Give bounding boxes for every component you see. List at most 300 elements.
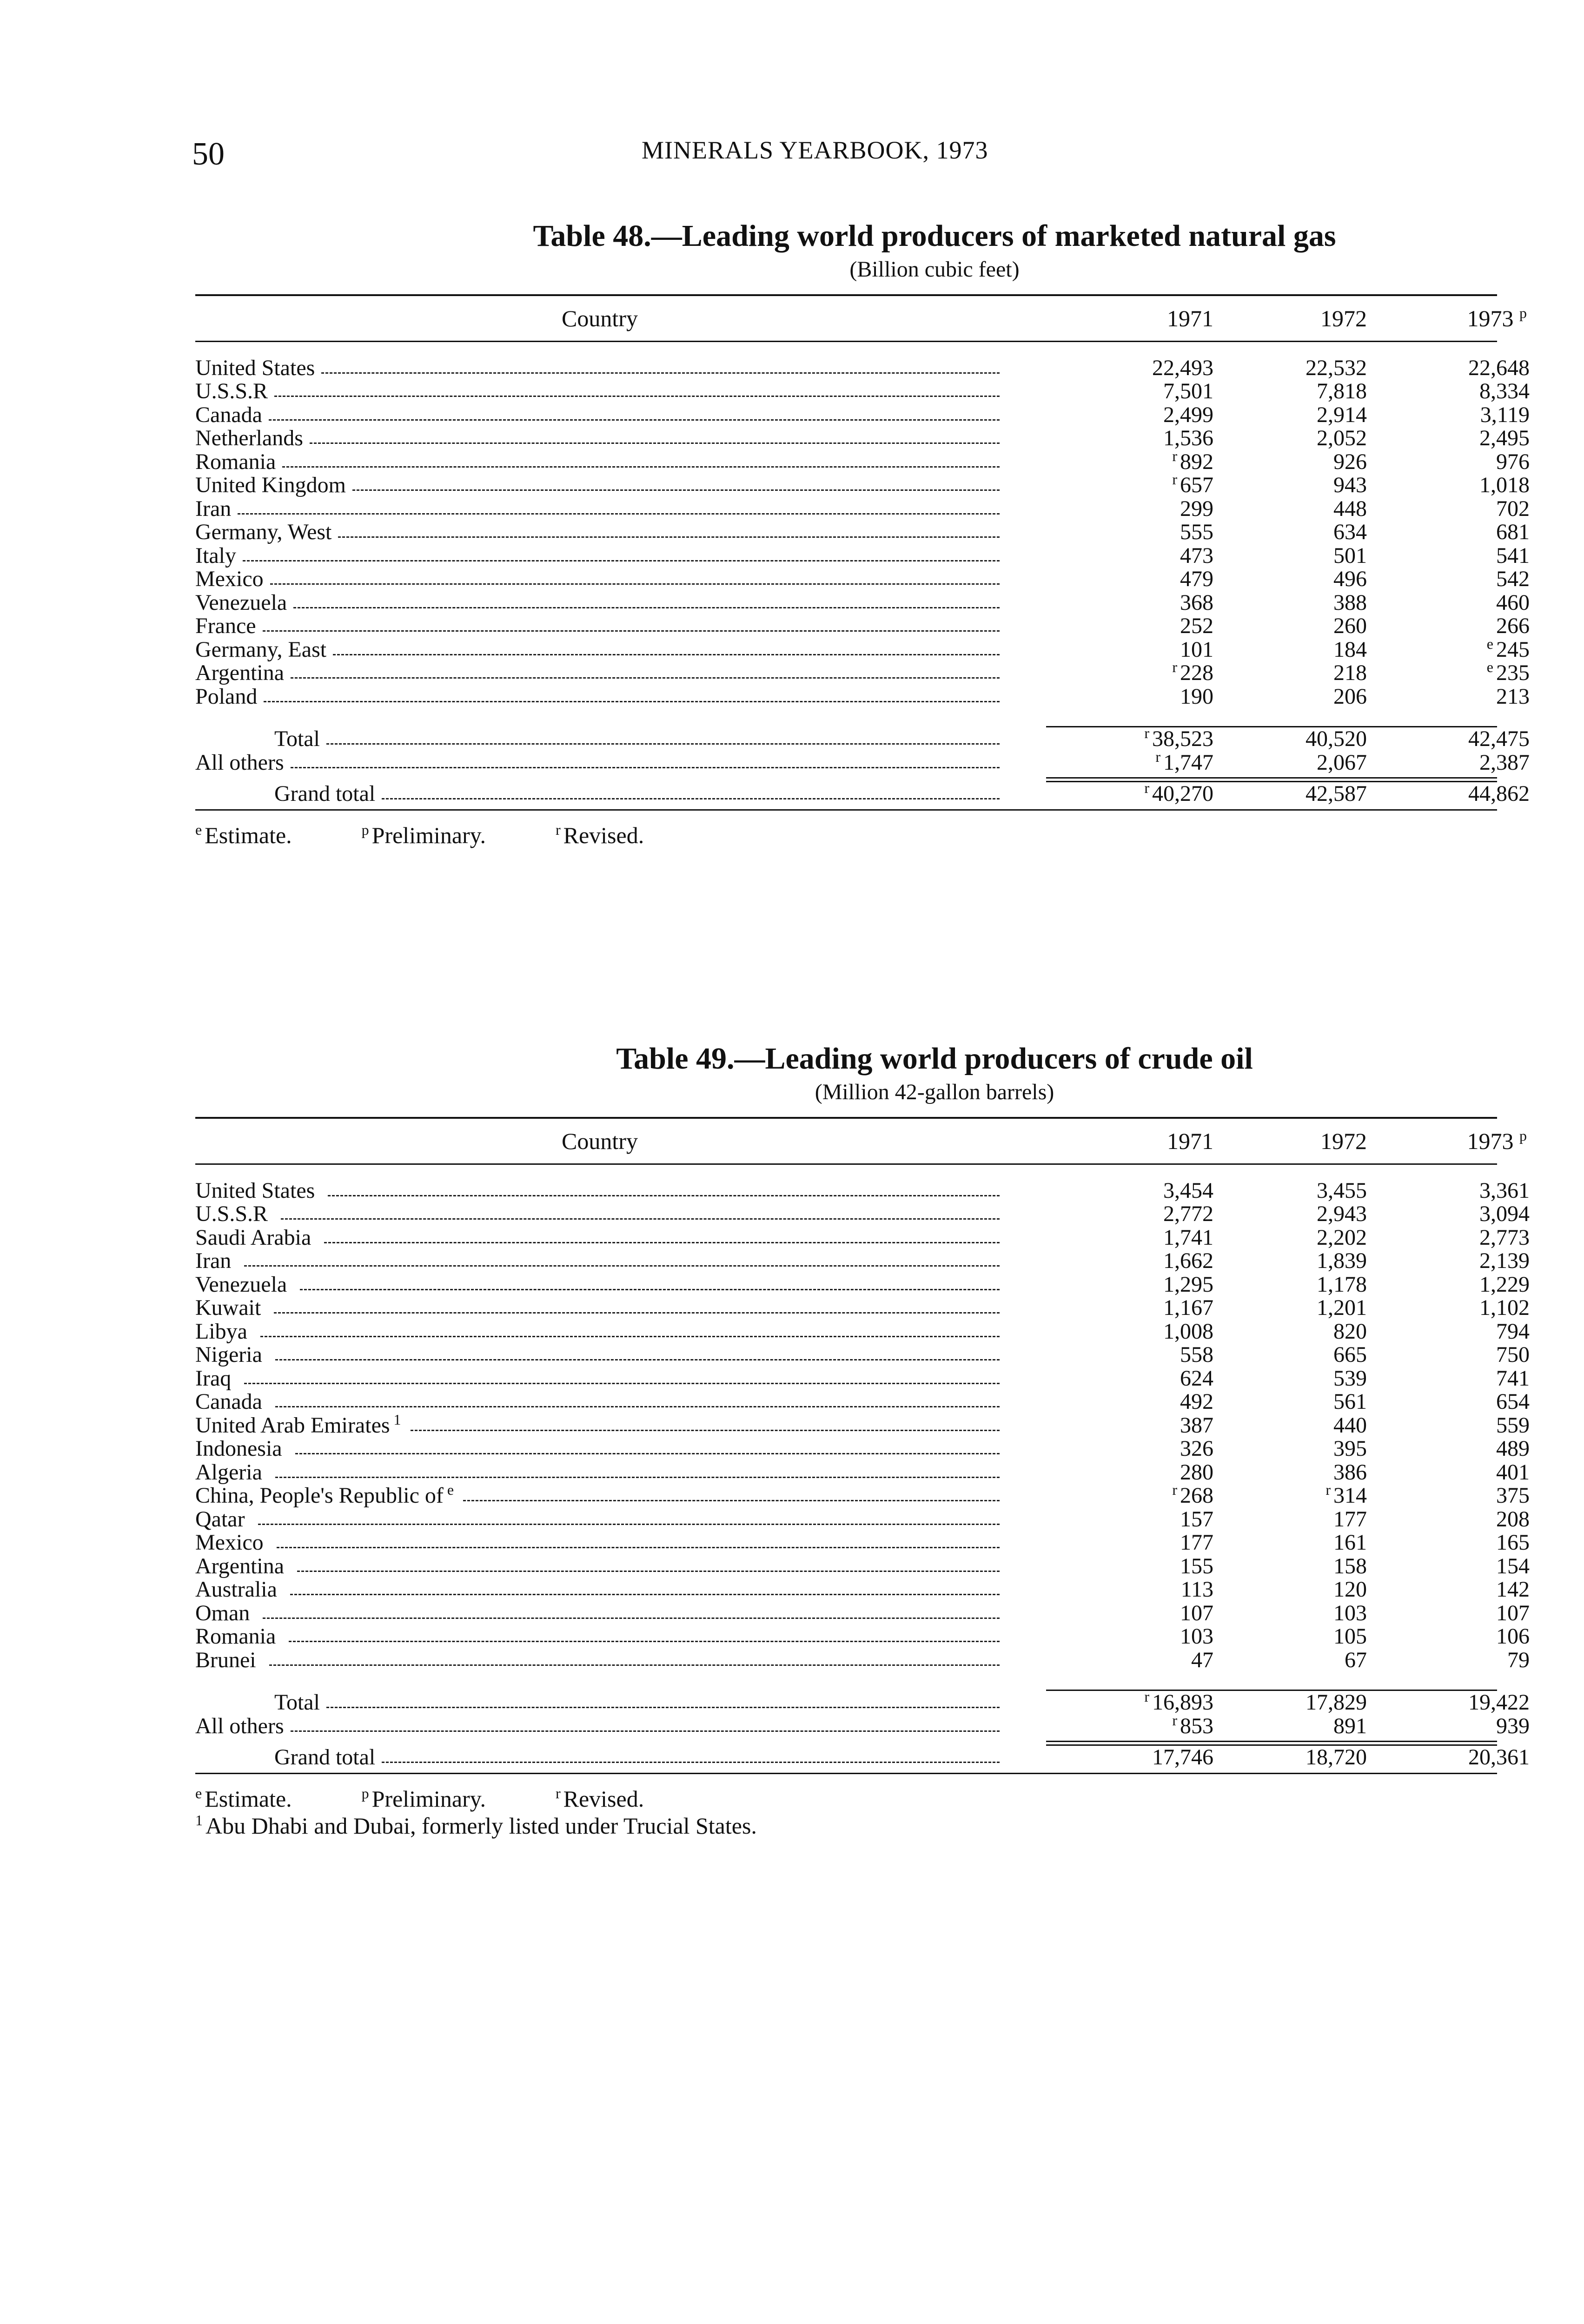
cell-1973 xyxy=(1376,1295,1530,1320)
country-name xyxy=(195,425,310,451)
leader-dots xyxy=(270,583,1000,585)
cell-1971 xyxy=(1004,449,1223,475)
country-text: Italy xyxy=(195,543,236,568)
table-row xyxy=(195,520,1530,545)
cell-value: 1,167 xyxy=(1163,1295,1213,1320)
cell-1972 xyxy=(1223,1624,1376,1649)
cell-value: 16,893 xyxy=(1152,1690,1213,1715)
cell-value: 665 xyxy=(1333,1342,1367,1367)
footnote-mark xyxy=(276,1624,282,1639)
cell-1973 xyxy=(1376,1600,1530,1626)
footnote-mark: e xyxy=(195,821,202,838)
cell-value: 184 xyxy=(1333,637,1367,662)
cell-1971 xyxy=(1004,1690,1223,1715)
column-header-1973: 1973 $^p$ xyxy=(1467,304,1527,331)
cell-1972 xyxy=(1223,684,1376,709)
cell-value: 1,018 xyxy=(1479,473,1530,498)
cell-value: 702 xyxy=(1496,496,1530,521)
footnote-mark xyxy=(315,1178,321,1193)
footnote xyxy=(195,822,292,849)
country-name xyxy=(195,1178,328,1203)
cell-value: 155 xyxy=(1180,1553,1213,1578)
cell-value: 750 xyxy=(1496,1342,1530,1367)
row-label xyxy=(195,1248,1004,1274)
cell-value: 2,139 xyxy=(1479,1248,1530,1274)
cell-1971 xyxy=(1004,613,1223,639)
country-name xyxy=(195,543,243,568)
country-name xyxy=(195,1744,382,1770)
cell-value: 154 xyxy=(1496,1553,1530,1578)
country-name xyxy=(195,472,352,498)
cell-1971 xyxy=(1004,1600,1223,1626)
cell-1971 xyxy=(1004,543,1223,568)
cell-1971 xyxy=(1004,355,1223,381)
row-label xyxy=(195,1690,1004,1715)
cell-1971 xyxy=(1004,1319,1223,1344)
cell-1973 xyxy=(1376,543,1530,568)
cell-value: 926 xyxy=(1333,449,1367,474)
footnote-mark xyxy=(284,1553,291,1569)
cell-value: 976 xyxy=(1496,449,1530,474)
leader-dots xyxy=(324,1242,1000,1243)
country-text: Germany, West xyxy=(195,520,332,545)
country-name xyxy=(195,726,326,752)
cell-value: 654 xyxy=(1496,1389,1530,1414)
bottom-rule xyxy=(195,809,1497,811)
cell-value: 158 xyxy=(1333,1553,1367,1578)
table-body xyxy=(195,342,1530,709)
cell-1973 xyxy=(1376,355,1530,381)
cell-value: 1,662 xyxy=(1163,1248,1213,1274)
country-text: Iran xyxy=(195,1248,232,1274)
cell-value: 542 xyxy=(1496,567,1530,592)
cell-value: 492 xyxy=(1180,1389,1213,1414)
footnote-mark xyxy=(277,1577,284,1592)
cell-value: 820 xyxy=(1333,1319,1367,1344)
table-49 xyxy=(195,1041,1530,1839)
cell-1973 xyxy=(1376,449,1530,475)
cell-1972 xyxy=(1223,1178,1376,1203)
row-label xyxy=(195,1553,1004,1579)
cell-1973 xyxy=(1376,1624,1530,1649)
row-label xyxy=(195,1530,1004,1555)
cell-1971 xyxy=(1004,1248,1223,1274)
country-text: All others xyxy=(195,750,284,775)
country-name xyxy=(195,637,333,662)
cell-value: 440 xyxy=(1333,1413,1367,1438)
cell-1972 xyxy=(1223,1483,1376,1508)
cell-1971 xyxy=(1004,519,1223,545)
cell-value: 18,720 xyxy=(1306,1745,1367,1770)
cell-value: 489 xyxy=(1496,1436,1530,1461)
grand-total-row xyxy=(195,1745,1530,1770)
table-unit: (Million 42-gallon barrels) xyxy=(815,1080,1054,1104)
row-label xyxy=(195,750,1004,775)
cell-1971 xyxy=(1004,1647,1223,1673)
table-row xyxy=(195,1248,1530,1274)
cell-value: 2,943 xyxy=(1317,1202,1367,1227)
row-label xyxy=(195,1342,1004,1367)
cell-value: 2,495 xyxy=(1479,426,1530,451)
country-name xyxy=(195,1342,275,1367)
country-name xyxy=(195,1624,289,1649)
cell-value: 206 xyxy=(1333,684,1367,709)
bottom-rule xyxy=(195,1773,1497,1774)
table-row xyxy=(195,1459,1530,1485)
cell-value: 853 xyxy=(1180,1713,1213,1738)
country-name xyxy=(195,355,321,381)
leader-dots xyxy=(300,1289,1000,1290)
cell-value: 496 xyxy=(1333,567,1367,592)
revision-mark: r xyxy=(1144,779,1149,797)
cell-1972 xyxy=(1223,402,1376,428)
cell-value: 260 xyxy=(1333,614,1367,639)
cell-value: 2,499 xyxy=(1163,402,1213,427)
table-summary xyxy=(195,1688,1530,1770)
cell-value: 252 xyxy=(1180,614,1213,639)
footnote-mark: r xyxy=(555,821,561,838)
cell-1973 xyxy=(1376,1459,1530,1485)
leader-dots xyxy=(291,677,1000,679)
cell-1972 xyxy=(1223,781,1376,806)
country-text: Iraq xyxy=(195,1366,232,1391)
cell-1971 xyxy=(1004,1366,1223,1391)
revision-mark: r xyxy=(1172,471,1177,488)
cell-1973 xyxy=(1376,1506,1530,1532)
cell-value: 892 xyxy=(1180,449,1213,474)
leader-dots xyxy=(243,560,1000,561)
cell-value: 375 xyxy=(1496,1483,1530,1508)
row-label xyxy=(195,1459,1004,1485)
table-row xyxy=(195,1647,1530,1672)
cell-value: 559 xyxy=(1496,1413,1530,1438)
cell-value: 939 xyxy=(1496,1713,1530,1738)
leader-dots xyxy=(258,1524,1000,1525)
footnotes xyxy=(195,822,1497,849)
footnote-mark: e xyxy=(447,1483,454,1499)
cell-1973 xyxy=(1376,1647,1530,1673)
cell-1973 xyxy=(1376,1413,1530,1438)
row-label xyxy=(195,1201,1004,1227)
cell-value: 40,520 xyxy=(1306,726,1367,752)
leader-dots xyxy=(352,489,1000,491)
leader-dots xyxy=(290,1594,1000,1595)
cell-1973 xyxy=(1376,496,1530,522)
country-name xyxy=(195,378,274,404)
row-label xyxy=(195,1295,1004,1320)
cell-value: 218 xyxy=(1333,660,1367,686)
cell-value: 624 xyxy=(1180,1366,1213,1391)
cell-1972 xyxy=(1223,1319,1376,1344)
table-row xyxy=(195,1553,1530,1578)
footnote-mark: p xyxy=(361,1785,369,1802)
column-header-country: Country xyxy=(562,305,638,331)
country-text: United States xyxy=(195,355,315,380)
cell-1972 xyxy=(1223,449,1376,475)
footnote-1: $^1$ Abu Dhabi and Dubai, formerly listed under Trucial States. xyxy=(195,1812,757,1839)
cell-1972 xyxy=(1223,496,1376,522)
cell-1973 xyxy=(1376,1178,1530,1203)
running-head: MINERALS YEARBOOK, 1973 xyxy=(642,136,988,164)
cell-1972 xyxy=(1223,1600,1376,1626)
footnote-mark xyxy=(268,1201,274,1216)
cell-1971 xyxy=(1004,1577,1223,1602)
cell-value: 3,455 xyxy=(1317,1178,1367,1203)
cell-1971 xyxy=(1004,1624,1223,1649)
cell-1973 xyxy=(1376,684,1530,709)
cell-value: 103 xyxy=(1180,1624,1213,1649)
cell-1973 xyxy=(1376,1436,1530,1461)
table-row xyxy=(195,1202,1530,1227)
country-name xyxy=(195,1530,277,1555)
country-text: Grand total xyxy=(274,781,376,806)
country-name xyxy=(195,781,382,806)
footnote xyxy=(362,822,486,849)
footnote xyxy=(195,1785,292,1812)
footnote xyxy=(556,822,644,849)
cell-value: 1,229 xyxy=(1479,1272,1530,1297)
cell-1973 xyxy=(1376,1342,1530,1367)
cell-value: 1,102 xyxy=(1479,1295,1530,1320)
cell-1973 xyxy=(1376,1201,1530,1227)
column-header-1973: 1973 $^p$ xyxy=(1467,1127,1527,1154)
cell-value: 2,773 xyxy=(1479,1225,1530,1250)
cell-1972 xyxy=(1223,566,1376,592)
column-header-1971: 1971 xyxy=(1167,1128,1213,1154)
cell-1972 xyxy=(1223,1530,1376,1555)
footnote-text: Preliminary. xyxy=(371,1786,486,1812)
leader-dots xyxy=(244,1383,1000,1384)
table-row xyxy=(195,1600,1530,1625)
cell-value: 17,746 xyxy=(1152,1745,1213,1770)
cell-value: 2,772 xyxy=(1163,1202,1213,1227)
cell-1972 xyxy=(1223,750,1376,775)
cell-value: 208 xyxy=(1496,1506,1530,1532)
leader-dots xyxy=(282,466,1000,468)
country-text: Germany, East xyxy=(195,637,327,662)
leader-dots xyxy=(291,1730,1000,1732)
table-row xyxy=(195,1506,1530,1532)
country-text: China, People's Republic of xyxy=(195,1483,444,1508)
cell-value: 386 xyxy=(1333,1459,1367,1485)
cell-value: 1,178 xyxy=(1317,1272,1367,1297)
cell-1973 xyxy=(1376,590,1530,615)
cell-1971 xyxy=(1004,402,1223,428)
row-label xyxy=(195,1225,1004,1250)
revision-mark: e xyxy=(1486,635,1493,652)
table-row xyxy=(195,1624,1530,1649)
cell-1973 xyxy=(1376,1225,1530,1250)
column-header-1972: 1972 xyxy=(1320,305,1367,331)
cell-value: 266 xyxy=(1496,614,1530,639)
cell-1973 xyxy=(1376,519,1530,545)
leader-dots xyxy=(328,1195,1000,1196)
leader-dots xyxy=(338,536,1000,538)
cell-value: 561 xyxy=(1333,1389,1367,1414)
leader-dots xyxy=(382,1762,1000,1763)
cell-1971 xyxy=(1004,1530,1223,1555)
cell-value: 213 xyxy=(1496,684,1530,709)
row-label xyxy=(195,1744,1004,1770)
country-name xyxy=(195,684,264,709)
row-label xyxy=(195,684,1004,709)
country-text: Nigeria xyxy=(195,1342,262,1367)
row-label xyxy=(195,660,1004,686)
cell-value: 794 xyxy=(1496,1319,1530,1344)
cell-1973 xyxy=(1376,1248,1530,1274)
cell-1972 xyxy=(1223,1577,1376,1602)
row-label xyxy=(195,781,1004,806)
footnote-mark xyxy=(231,1248,238,1263)
column-header-1971: 1971 xyxy=(1167,305,1213,331)
cell-value: 501 xyxy=(1333,543,1367,568)
table-header-row xyxy=(195,1119,1527,1163)
cell-value: 165 xyxy=(1496,1530,1530,1555)
country-text: All others xyxy=(195,1713,284,1738)
footnotes xyxy=(195,1785,1497,1812)
leader-dots xyxy=(293,607,1000,608)
cell-1973 xyxy=(1376,1483,1530,1508)
country-text: France xyxy=(195,614,256,639)
country-name xyxy=(195,1713,291,1739)
country-name xyxy=(195,1319,260,1344)
footnote-mark xyxy=(311,1225,318,1240)
cell-1973 xyxy=(1376,1744,1530,1770)
cell-1972 xyxy=(1223,660,1376,686)
footnote-mark xyxy=(262,1342,269,1357)
country-text: Oman xyxy=(195,1600,250,1625)
cell-value: 106 xyxy=(1496,1624,1530,1649)
table-summary xyxy=(195,725,1530,806)
country-name xyxy=(195,660,291,686)
cell-1973 xyxy=(1376,402,1530,428)
cell-1973 xyxy=(1376,781,1530,806)
leader-dots xyxy=(321,372,1000,374)
cell-value: 891 xyxy=(1333,1713,1367,1738)
footnote-mark xyxy=(250,1600,256,1616)
country-name xyxy=(195,613,263,639)
table-row xyxy=(195,543,1530,568)
cell-value: 177 xyxy=(1333,1506,1367,1532)
cell-value: 395 xyxy=(1333,1436,1367,1461)
cell-1971 xyxy=(1004,637,1223,662)
country-text: Mexico xyxy=(195,567,264,592)
footnote-mark xyxy=(282,1436,289,1451)
footnote-text: Estimate. xyxy=(205,822,292,848)
cell-value: 541 xyxy=(1496,543,1530,568)
cell-1973 xyxy=(1376,472,1530,498)
row-label xyxy=(195,1436,1004,1461)
country-name xyxy=(195,402,269,428)
country-text: Canada xyxy=(195,1389,262,1414)
leader-dots xyxy=(274,1312,1000,1314)
leader-dots xyxy=(289,1641,1000,1642)
cell-1971 xyxy=(1004,1342,1223,1367)
table-row xyxy=(195,1295,1530,1320)
cell-value: 245 xyxy=(1496,637,1530,662)
row-label xyxy=(195,402,1004,428)
row-label xyxy=(195,1577,1004,1602)
table-row xyxy=(195,1389,1530,1414)
footnote-mark xyxy=(262,1459,269,1475)
cell-value: 157 xyxy=(1180,1506,1213,1532)
row-label xyxy=(195,543,1004,568)
cell-value: 1,201 xyxy=(1317,1295,1367,1320)
cell-1973 xyxy=(1376,1530,1530,1555)
country-text: U.S.S.R xyxy=(195,1202,268,1227)
country-name xyxy=(195,1577,290,1602)
table-row xyxy=(195,496,1530,521)
table-row xyxy=(195,355,1530,380)
cell-value: 2,067 xyxy=(1317,750,1367,775)
cell-1972 xyxy=(1223,1366,1376,1391)
cell-1973 xyxy=(1376,1319,1530,1344)
cell-1971 xyxy=(1004,590,1223,615)
cell-value: 17,829 xyxy=(1306,1690,1367,1715)
leader-dots xyxy=(463,1500,1000,1501)
column-header-country: Country xyxy=(562,1128,638,1154)
cell-value: 120 xyxy=(1333,1577,1367,1602)
cell-1972 xyxy=(1223,378,1376,404)
row-label xyxy=(195,726,1004,752)
table-row xyxy=(195,1225,1530,1250)
revision-mark: r xyxy=(1172,1481,1177,1499)
country-text: Venezuela xyxy=(195,1272,287,1297)
country-text: Romania xyxy=(195,449,276,474)
cell-1972 xyxy=(1223,1553,1376,1579)
leader-dots xyxy=(382,798,1000,799)
country-text: Mexico xyxy=(195,1530,264,1555)
cell-1972 xyxy=(1223,637,1376,662)
row-label xyxy=(195,1713,1004,1739)
cell-1971 xyxy=(1004,1436,1223,1461)
cell-value: 1,747 xyxy=(1163,750,1213,775)
row-label xyxy=(195,1319,1004,1344)
sum-rule xyxy=(195,777,1497,779)
cell-value: 368 xyxy=(1180,590,1213,615)
cell-value: 2,914 xyxy=(1317,402,1367,427)
cell-1973 xyxy=(1376,1389,1530,1414)
cell-1971 xyxy=(1004,781,1223,806)
row-label xyxy=(195,1506,1004,1532)
country-text: Romania xyxy=(195,1624,276,1649)
row-label xyxy=(195,1647,1004,1673)
leader-dots xyxy=(411,1430,1000,1431)
country-name xyxy=(195,1647,269,1673)
cell-1972 xyxy=(1223,543,1376,568)
cell-value: 2,052 xyxy=(1317,426,1367,451)
country-text: Brunei xyxy=(195,1647,256,1672)
cell-1972 xyxy=(1223,1744,1376,1770)
cell-1971 xyxy=(1004,1178,1223,1203)
country-name xyxy=(195,496,238,522)
table-row xyxy=(195,1412,1530,1438)
cell-value: 388 xyxy=(1333,590,1367,615)
row-label xyxy=(195,472,1004,498)
cell-value: 741 xyxy=(1496,1366,1530,1391)
country-text: Iran xyxy=(195,496,232,521)
country-name xyxy=(195,1506,258,1532)
table-row xyxy=(195,1272,1530,1297)
country-name xyxy=(195,1366,244,1391)
cell-1973 xyxy=(1376,1713,1530,1739)
country-text: Argentina xyxy=(195,660,285,686)
cell-1972 xyxy=(1223,1413,1376,1438)
cell-1973 xyxy=(1376,378,1530,404)
cell-1973 xyxy=(1376,1366,1530,1391)
revision-mark: e xyxy=(1486,659,1493,676)
row-label xyxy=(195,1272,1004,1297)
